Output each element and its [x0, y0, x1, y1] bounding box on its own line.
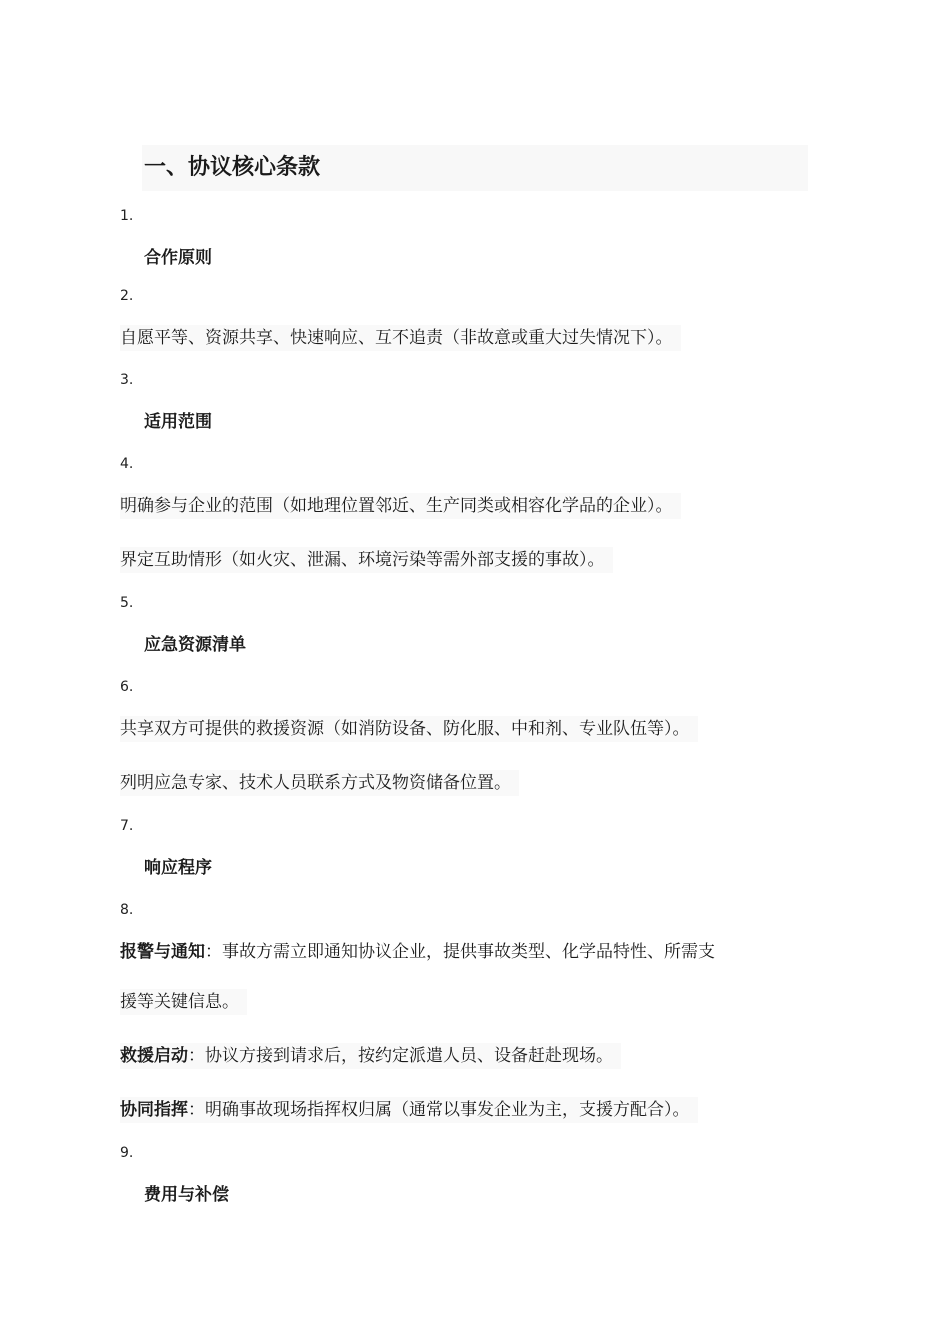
- text-joint-command: ：明确事故现场指挥权归属（通常以事发企业为主，支援方配合）。: [188, 1100, 690, 1120]
- paragraph-resources-contacts: 列明应急专家、技术人员联系方式及物资储备位置。: [120, 770, 519, 796]
- list-number-4: 4.: [120, 456, 134, 472]
- list-number-6: 6.: [120, 679, 134, 695]
- label-joint-command: 协同指挥: [120, 1100, 188, 1120]
- paragraph-principles: 自愿平等、资源共享、快速响应、互不追责（非故意或重大过失情况下）。: [120, 325, 681, 351]
- text-rescue-start: ：协议方接到请求后，按约定派遣人员、设备赶赴现场。: [188, 1046, 613, 1066]
- paragraph-scope-situations: 界定互助情形（如火灾、泄漏、环境污染等需外部支援的事故）。: [120, 547, 613, 573]
- text-alarm-notification-line1: ：事故方需立即通知协议企业，提供事故类型、化学品特性、所需支: [205, 942, 715, 962]
- paragraph-resources-share: 共享双方可提供的救援资源（如消防设备、防化服、中和剂、专业队伍等）。: [120, 716, 698, 742]
- list-number-8: 8.: [120, 902, 134, 918]
- list-number-3: 3.: [120, 372, 134, 388]
- section-heading: 一、协议核心条款: [142, 145, 808, 191]
- paragraph-alarm-notification: [120, 939, 715, 965]
- paragraph-rescue-start: [120, 1043, 621, 1069]
- label-rescue-start: 救援启动: [120, 1046, 188, 1066]
- subheading-resource-list: 应急资源清单: [144, 635, 246, 655]
- subheading-scope: 适用范围: [144, 412, 212, 432]
- subheading-response-procedure: 响应程序: [144, 858, 212, 878]
- list-number-5: 5.: [120, 595, 134, 611]
- label-alarm-notification: 报警与通知: [120, 942, 205, 962]
- subheading-costs-compensation: 费用与补偿: [144, 1185, 229, 1205]
- list-number-9: 9.: [120, 1145, 134, 1161]
- paragraph-joint-command: [120, 1097, 698, 1123]
- paragraph-scope-enterprises: 明确参与企业的范围（如地理位置邻近、生产同类或相容化学品的企业）。: [120, 493, 681, 519]
- subheading-cooperation-principles: 合作原则: [144, 248, 212, 268]
- list-number-1: 1.: [120, 208, 134, 224]
- list-number-2: 2.: [120, 288, 134, 304]
- list-number-7: 7.: [120, 818, 134, 834]
- text-alarm-notification-line2: 援等关键信息。: [120, 989, 247, 1015]
